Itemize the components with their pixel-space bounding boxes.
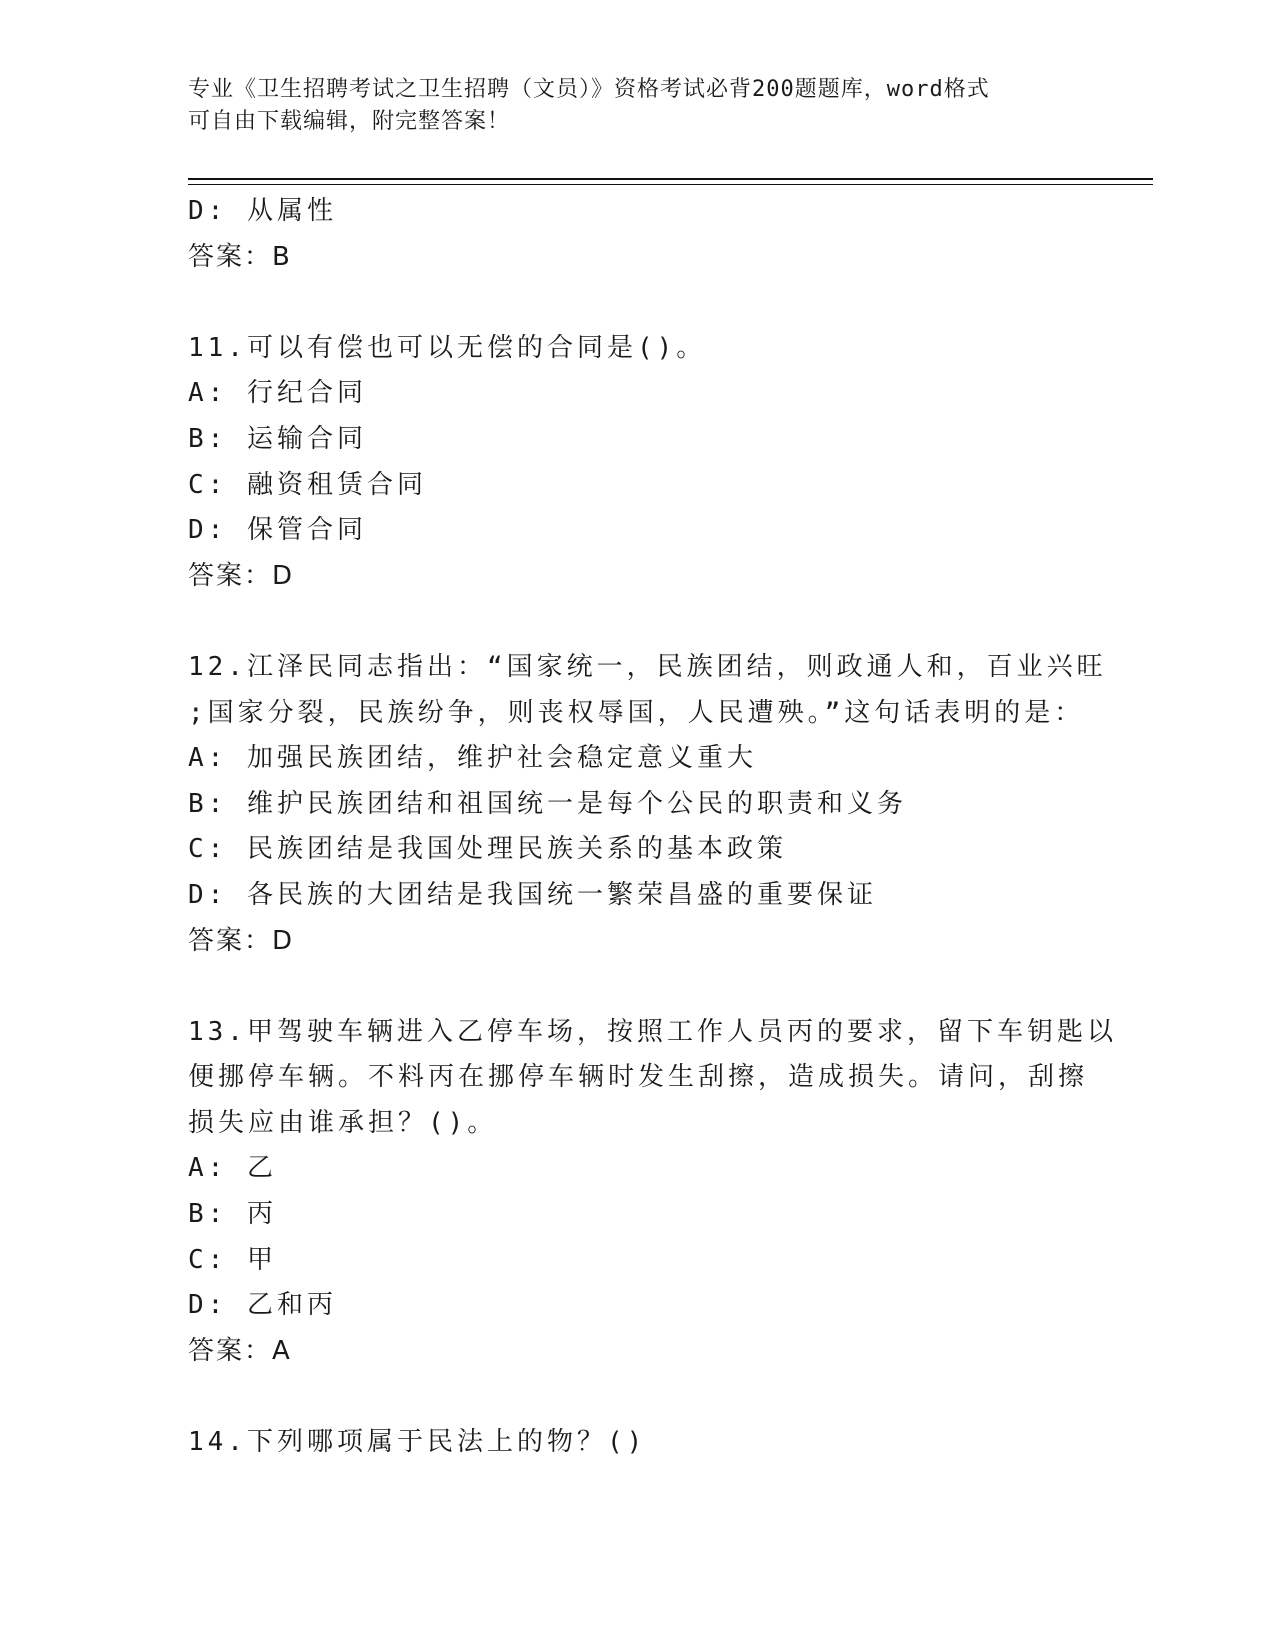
question-text-line-2: ;国家分裂，民族纷争，则丧权辱国，人民遭殃。”这句话表明的是： bbox=[188, 697, 1085, 728]
question-block-10-tail bbox=[188, 189, 1088, 280]
question-block-14 bbox=[188, 1420, 1088, 1466]
spacer bbox=[188, 964, 1088, 1010]
option-d: D: 从属性 bbox=[188, 196, 337, 226]
spacer bbox=[188, 1374, 1088, 1420]
question-text-line-3: 损失应由谁承担？()。 bbox=[188, 1107, 498, 1138]
option-b: B: 丙 bbox=[188, 1199, 277, 1230]
question-list bbox=[188, 189, 1117, 1466]
header-divider-thick bbox=[188, 178, 1153, 180]
option-a: A: 行纪合同 bbox=[188, 378, 367, 409]
header-title-line-2: 可自由下载编辑，附完整答案！ bbox=[188, 109, 511, 134]
document-header bbox=[188, 74, 1068, 138]
option-d: D: 乙和丙 bbox=[188, 1290, 337, 1321]
question-block-11 bbox=[188, 326, 1088, 600]
option-b: B: 运输合同 bbox=[188, 423, 367, 454]
answer-line: 答案：A bbox=[188, 1335, 292, 1366]
option-c: C: 民族团结是我国处理民族关系的基本政策 bbox=[188, 834, 787, 865]
question-text: 11.可以有偿也可以无偿的合同是()。 bbox=[188, 332, 707, 363]
spacer bbox=[188, 280, 1088, 326]
question-text: 14.下列哪项属于民法上的物？() bbox=[188, 1427, 647, 1458]
question-text-line-1: 13.甲驾驶车辆进入乙停车场，按照工作人员丙的要求，留下车钥匙以 bbox=[188, 1016, 1117, 1047]
answer-line: 答案：B bbox=[188, 241, 292, 272]
option-d: D: 各民族的大团结是我国统一繁荣昌盛的重要保证 bbox=[188, 879, 877, 910]
question-block-12 bbox=[188, 645, 1107, 964]
option-a: A: 乙 bbox=[188, 1153, 277, 1184]
option-c: C: 甲 bbox=[188, 1244, 277, 1275]
answer-line: 答案：D bbox=[188, 560, 295, 591]
answer-line: 答案：D bbox=[188, 925, 295, 956]
header-divider-thin bbox=[188, 184, 1153, 185]
header-title-line-1: 专业《卫生招聘考试之卫生招聘（文员）》资格考试必背200题题库，word格式 bbox=[188, 77, 990, 102]
question-text-line-2: 便挪停车辆。不料丙在挪停车辆时发生刮擦，造成损失。请问，刮擦 bbox=[188, 1062, 1089, 1093]
spacer bbox=[188, 599, 1088, 645]
option-b: B: 维护民族团结和祖国统一是每个公民的职责和义务 bbox=[188, 788, 907, 819]
question-block-13 bbox=[188, 1010, 1117, 1375]
option-d: D: 保管合同 bbox=[188, 515, 367, 546]
option-c: C: 融资租赁合同 bbox=[188, 469, 427, 500]
option-a: A: 加强民族团结，维护社会稳定意义重大 bbox=[188, 743, 757, 774]
question-text-line-1: 12.江泽民同志指出：“国家统一，民族团结，则政通人和，百业兴旺 bbox=[188, 651, 1107, 682]
